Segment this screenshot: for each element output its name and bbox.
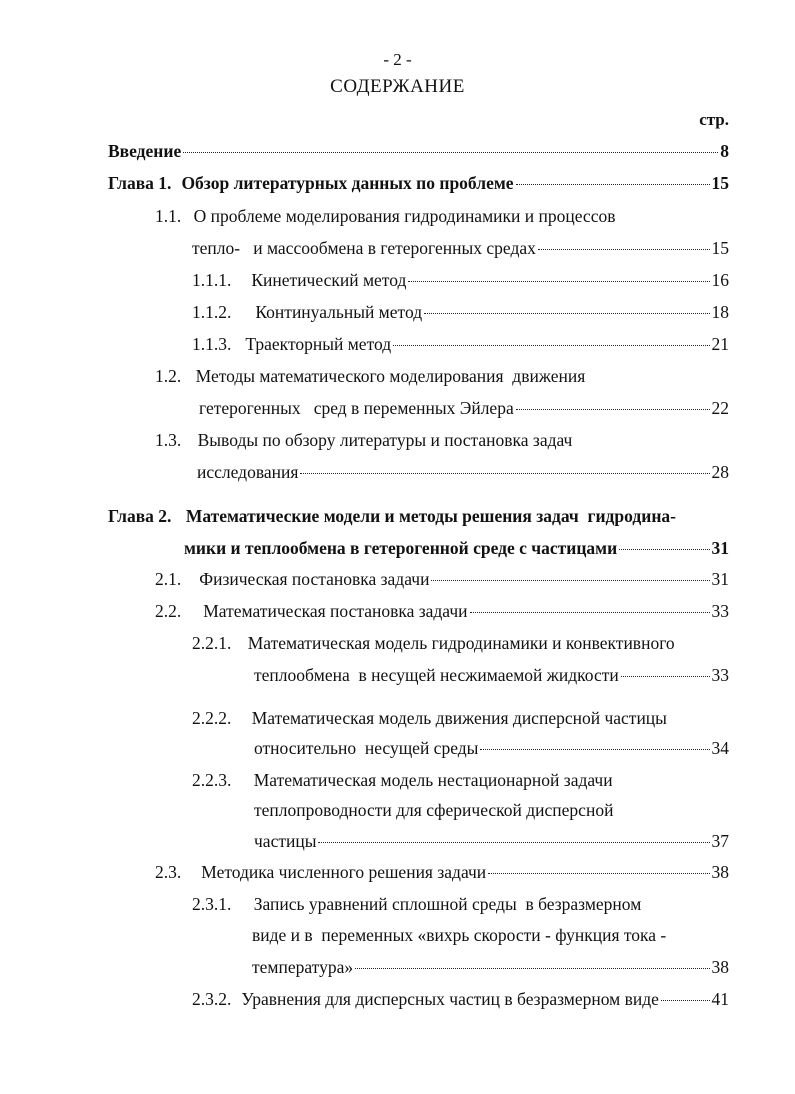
dot-leader: [300, 473, 709, 474]
dot-leader: [488, 873, 709, 874]
toc-entry-page: 33: [711, 601, 729, 621]
toc-entry-page: 15: [711, 173, 729, 193]
toc-entry-2-3-1-cont2: [252, 957, 729, 978]
toc-entry-text: Математическая модель движения дисперсной частицы: [251, 708, 667, 728]
toc-entry-1-1-3: [192, 334, 729, 355]
toc-entry-1-2-cont: [199, 398, 729, 419]
page-column-label: стр.: [699, 110, 729, 129]
toc-entry-2-1: [155, 569, 729, 590]
toc-entry-text: Математическая постановка задачи: [203, 601, 468, 621]
toc-entry-chapter-1: [108, 173, 729, 194]
toc-entry-text: Кинетический метод: [251, 270, 407, 290]
toc-entry-page: 28: [711, 462, 729, 482]
toc-entry-2-3-1-cont: [252, 925, 666, 946]
toc-entry-number: 2.2.: [155, 601, 182, 621]
toc-entry-text: частицы: [254, 831, 317, 851]
toc-entry-1-3: [155, 430, 572, 451]
toc-entry-text: Траекторный метод: [245, 334, 392, 354]
toc-entry-page: 31: [711, 569, 729, 589]
toc-entry-text: Математическая модель нестационарной задачи: [253, 770, 613, 790]
toc-entry-1-1-2: [192, 302, 729, 323]
toc-entry-number: 2.3.2.: [192, 989, 232, 1009]
toc-entry-text: тепло- и массообмена в гетерогенных средах: [192, 238, 536, 258]
toc-entry-page: 38: [711, 862, 729, 882]
toc-entry-text: Математическая модель гидродинамики и конвективного: [247, 633, 675, 653]
toc-entry-number: 2.1.: [155, 569, 182, 589]
toc-entry-text: теплопроводности для сферической дисперсной: [254, 800, 614, 820]
toc-entry-2-3-2: [192, 989, 729, 1010]
dot-leader: [470, 612, 710, 613]
toc-entry-page: 22: [711, 398, 729, 418]
toc-entry-chapter-2-cont: [184, 538, 729, 559]
toc-entry-2-2: [155, 601, 729, 622]
toc-entry-page: 16: [711, 270, 729, 290]
dot-leader: [318, 842, 709, 843]
toc-entry-page: 18: [711, 302, 729, 322]
toc-entry-number: 1.1.1.: [192, 270, 232, 290]
toc-entry-text: теплообмена в несущей несжимаемой жидкости: [254, 665, 619, 685]
toc-entry-2-2-3-cont: [254, 800, 613, 821]
toc-entry-text: Уравнения для дисперсных частиц в безразмерном виде: [241, 989, 659, 1009]
dot-leader: [424, 313, 709, 314]
toc-entry-2-2-1: [192, 633, 675, 654]
toc-entry-text: Методы математического моделирования движения: [195, 366, 586, 386]
toc-entry-2-3-1: [192, 894, 641, 915]
toc-entry-text: Выводы по обзору литературы и постановка задач: [197, 430, 573, 450]
toc-entry-text: гетерогенных сред в переменных Эйлера: [199, 398, 514, 418]
toc-entry-text: Запись уравнений сплошной среды в безразмерном: [253, 894, 642, 914]
dot-leader: [183, 152, 718, 153]
dot-leader: [516, 409, 710, 410]
toc-entry-1-2: [155, 366, 585, 387]
toc-entry-1-3-cont: [197, 462, 729, 483]
page-title: СОДЕРЖАНИЕ: [330, 76, 465, 97]
toc-entry-text: Введение: [108, 141, 182, 161]
dot-leader: [619, 549, 709, 550]
toc-entry-text: Методика численного решения задачи: [201, 862, 487, 882]
toc-entry-page: 31: [711, 538, 729, 558]
toc-entry-2-2-2-cont: [254, 738, 729, 759]
dot-leader: [355, 968, 709, 969]
toc-entry-page: 34: [711, 738, 729, 758]
toc-entry-intro: [108, 141, 729, 162]
toc-entry-page: 41: [711, 989, 729, 1009]
toc-entry-number: 2.3.: [155, 862, 182, 882]
toc-entry-text: относительно несущей среды: [254, 738, 479, 758]
toc-entry-text: Физическая постановка задачи: [199, 569, 430, 589]
toc-entry-page: 38: [711, 957, 729, 977]
dot-leader: [538, 249, 710, 250]
toc-entry-page: 37: [711, 831, 729, 851]
dot-leader: [393, 345, 709, 346]
toc-entry-page: 15: [711, 238, 729, 258]
dot-leader: [661, 1000, 710, 1001]
toc-entry-page: 8: [720, 141, 729, 161]
toc-entry-text: Математические модели и методы решения задач гидродина-: [185, 506, 676, 526]
toc-entry-1-1-1: [192, 270, 729, 291]
dot-leader: [408, 281, 709, 282]
toc-entry-number: Глава 2.: [108, 506, 172, 526]
toc-entry-number: 1.3.: [155, 430, 182, 450]
toc-entry-number: 2.2.1.: [192, 633, 232, 653]
toc-entry-number: 2.2.2.: [192, 708, 232, 728]
toc-entry-text: исследования: [197, 462, 299, 482]
toc-entry-text: виде и в переменных «вихрь скорости - функция тока -: [252, 925, 667, 945]
toc-entry-text: Обзор литературных данных по проблеме: [181, 173, 514, 193]
toc-entry-text: температура»: [252, 957, 354, 977]
toc-entry-2-2-1-cont: [254, 665, 729, 686]
toc-entry-number: 1.1.2.: [192, 302, 232, 322]
dot-leader: [621, 676, 710, 677]
toc-entry-2-2-2: [192, 708, 667, 729]
toc-entry-text: мики и теплообмена в гетерогенной среде с частицами: [184, 538, 618, 558]
toc-entry-number: 2.3.1.: [192, 894, 232, 914]
toc-entry-number: 1.2.: [155, 366, 182, 386]
toc-entry-2-3: [155, 862, 729, 883]
toc-entry-2-2-3: [192, 770, 613, 791]
toc-entry-page: 21: [711, 334, 729, 354]
toc-entry-page: 33: [711, 665, 729, 685]
dot-leader: [516, 184, 710, 185]
toc-entry-text: Континуальный метод: [255, 302, 423, 322]
toc-entry-2-2-3-cont2: [254, 831, 729, 852]
page-number: - 2 -: [383, 50, 412, 69]
toc-entry-number: Глава 1.: [108, 173, 172, 193]
toc-entry-text: О проблеме моделирования гидродинамики и процессов: [193, 206, 616, 226]
dot-leader: [431, 580, 709, 581]
toc-entry-number: 1.1.: [155, 206, 182, 226]
toc-entry-chapter-2: [108, 506, 676, 527]
toc-entry-1-1: [155, 206, 615, 227]
dot-leader: [480, 749, 709, 750]
toc-entry-number: 2.2.3.: [192, 770, 232, 790]
toc-entry-number: 1.1.3.: [192, 334, 232, 354]
toc-entry-1-1-cont: [192, 238, 729, 259]
